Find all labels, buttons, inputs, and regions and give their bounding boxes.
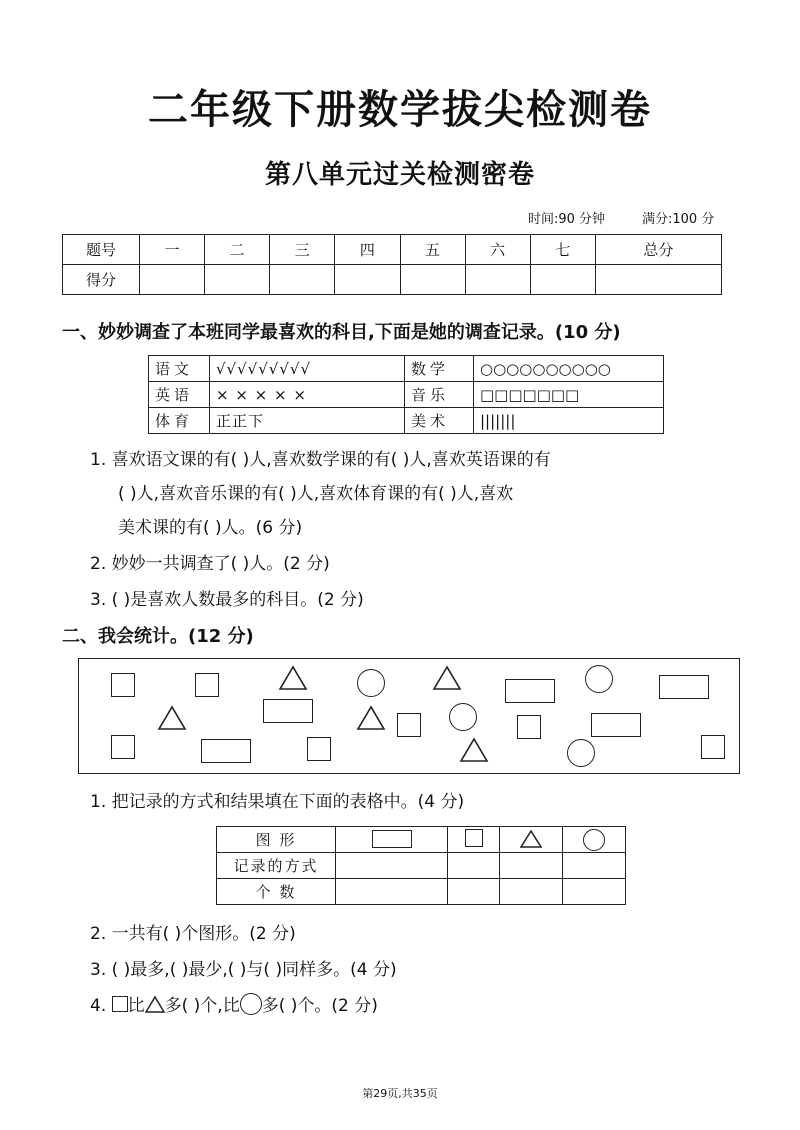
answer-cell[interactable] bbox=[563, 879, 626, 905]
page-subtitle: 第八单元过关检测密卷 bbox=[264, 160, 535, 190]
q4-text-b: 多( )个,比 bbox=[164, 996, 240, 1016]
triangle-icon bbox=[520, 830, 542, 848]
s1-question-1-line1: 1. 喜欢语文课的有( )人,喜欢数学课的有( )人,喜欢英语课的有 bbox=[90, 450, 551, 470]
triangle-shape bbox=[358, 707, 384, 729]
section1-heading: 一、妙妙调查了本班同学最喜欢的科目,下面是她的调查记录。(10 分) bbox=[62, 322, 621, 343]
answer-cell[interactable] bbox=[563, 853, 626, 879]
count-row-label: 个 数 bbox=[217, 879, 336, 905]
answer-cell[interactable] bbox=[500, 853, 563, 879]
score-row-label: 得分 bbox=[63, 265, 140, 295]
circle-icon bbox=[583, 829, 605, 851]
score-header-label: 题号 bbox=[63, 235, 140, 265]
count-header-circle bbox=[563, 827, 626, 853]
survey-subject: 美术 bbox=[405, 408, 474, 434]
score-table-header-row bbox=[63, 235, 722, 265]
survey-row bbox=[149, 382, 664, 408]
square-icon bbox=[465, 829, 483, 847]
q4-text-c: 多( )个。(2 分) bbox=[261, 996, 378, 1016]
answer-cell[interactable] bbox=[448, 879, 500, 905]
question-number: 4. bbox=[90, 996, 107, 1016]
survey-subject: 英语 bbox=[149, 382, 210, 408]
survey-marks: ○○○○○○○○○○ bbox=[474, 356, 664, 382]
s1-question-2: 2. 妙妙一共调查了( )人。(2 分) bbox=[90, 554, 330, 574]
count-row-shapes bbox=[217, 827, 626, 853]
answer-cell[interactable] bbox=[500, 879, 563, 905]
answer-cell[interactable] bbox=[336, 853, 448, 879]
count-row-label: 图 形 bbox=[217, 827, 336, 853]
survey-subject: 数学 bbox=[405, 356, 474, 382]
survey-record-table bbox=[148, 355, 664, 434]
score-col: 二 bbox=[205, 235, 270, 265]
triangle-layer bbox=[79, 659, 739, 773]
survey-row bbox=[149, 356, 664, 382]
score-table bbox=[62, 234, 722, 295]
q4-text-a: 比 bbox=[127, 996, 145, 1016]
score-col: 六 bbox=[465, 235, 530, 265]
score-col: 四 bbox=[335, 235, 400, 265]
score-col: 三 bbox=[270, 235, 335, 265]
triangle-shape bbox=[461, 739, 487, 761]
circle-icon bbox=[240, 993, 262, 1015]
shapes-panel bbox=[78, 658, 740, 774]
s2-question-3: 3. ( )最多,( )最少,( )与( )同样多。(4 分) bbox=[90, 960, 397, 980]
score-table-score-row bbox=[63, 265, 722, 295]
survey-marks: ||||||| bbox=[474, 408, 664, 434]
score-cell[interactable] bbox=[530, 265, 595, 295]
score-cell[interactable] bbox=[140, 265, 205, 295]
s2-question-4 bbox=[90, 990, 378, 1023]
survey-row bbox=[149, 408, 664, 434]
score-cell[interactable] bbox=[595, 265, 721, 295]
page-footer: 第29页,共35页 bbox=[362, 1087, 438, 1100]
count-header-square bbox=[448, 827, 500, 853]
score-col: 七 bbox=[530, 235, 595, 265]
square-icon bbox=[112, 996, 128, 1012]
triangle-shape bbox=[159, 707, 185, 729]
s2-question-1: 1. 把记录的方式和结果填在下面的表格中。(4 分) bbox=[90, 792, 465, 812]
section2-heading: 二、我会统计。(12 分) bbox=[62, 626, 254, 647]
count-table bbox=[216, 826, 626, 905]
survey-marks: 正正下 bbox=[210, 408, 405, 434]
score-col: 五 bbox=[400, 235, 465, 265]
s1-question-3: 3. ( )是喜欢人数最多的科目。(2 分) bbox=[90, 590, 364, 610]
survey-subject: 体育 bbox=[149, 408, 210, 434]
survey-subject: 音乐 bbox=[405, 382, 474, 408]
score-cell[interactable] bbox=[400, 265, 465, 295]
exam-full-score: 满分:100 分 bbox=[642, 212, 715, 227]
s2-question-2: 2. 一共有( )个图形。(2 分) bbox=[90, 924, 296, 944]
rectangle-icon bbox=[372, 830, 412, 848]
survey-marks: × × × × × bbox=[210, 382, 405, 408]
score-col: 总分 bbox=[595, 235, 721, 265]
triangle-icon bbox=[145, 996, 165, 1013]
count-header-triangle bbox=[500, 827, 563, 853]
triangle-shape bbox=[434, 667, 460, 689]
exam-time: 时间:90 分钟 bbox=[528, 212, 606, 227]
score-cell[interactable] bbox=[465, 265, 530, 295]
survey-marks: √√√√√√√√√ bbox=[210, 356, 405, 382]
survey-subject: 语文 bbox=[149, 356, 210, 382]
score-cell[interactable] bbox=[270, 265, 335, 295]
count-row-method bbox=[217, 853, 626, 879]
count-row-label: 记录的方式 bbox=[217, 853, 336, 879]
count-row-number bbox=[217, 879, 626, 905]
count-header-rectangle bbox=[336, 827, 448, 853]
survey-marks: □□□□□□□ bbox=[474, 382, 664, 408]
score-col: 一 bbox=[140, 235, 205, 265]
s1-question-1-line3: 美术课的有( )人。(6 分) bbox=[118, 518, 303, 538]
page-title: 二年级下册数学拔尖检测卷 bbox=[148, 87, 652, 133]
triangle-shape bbox=[280, 667, 306, 689]
score-cell[interactable] bbox=[205, 265, 270, 295]
answer-cell[interactable] bbox=[336, 879, 448, 905]
score-cell[interactable] bbox=[335, 265, 400, 295]
answer-cell[interactable] bbox=[448, 853, 500, 879]
s1-question-1-line2: ( )人,喜欢音乐课的有( )人,喜欢体育课的有( )人,喜欢 bbox=[118, 484, 514, 504]
